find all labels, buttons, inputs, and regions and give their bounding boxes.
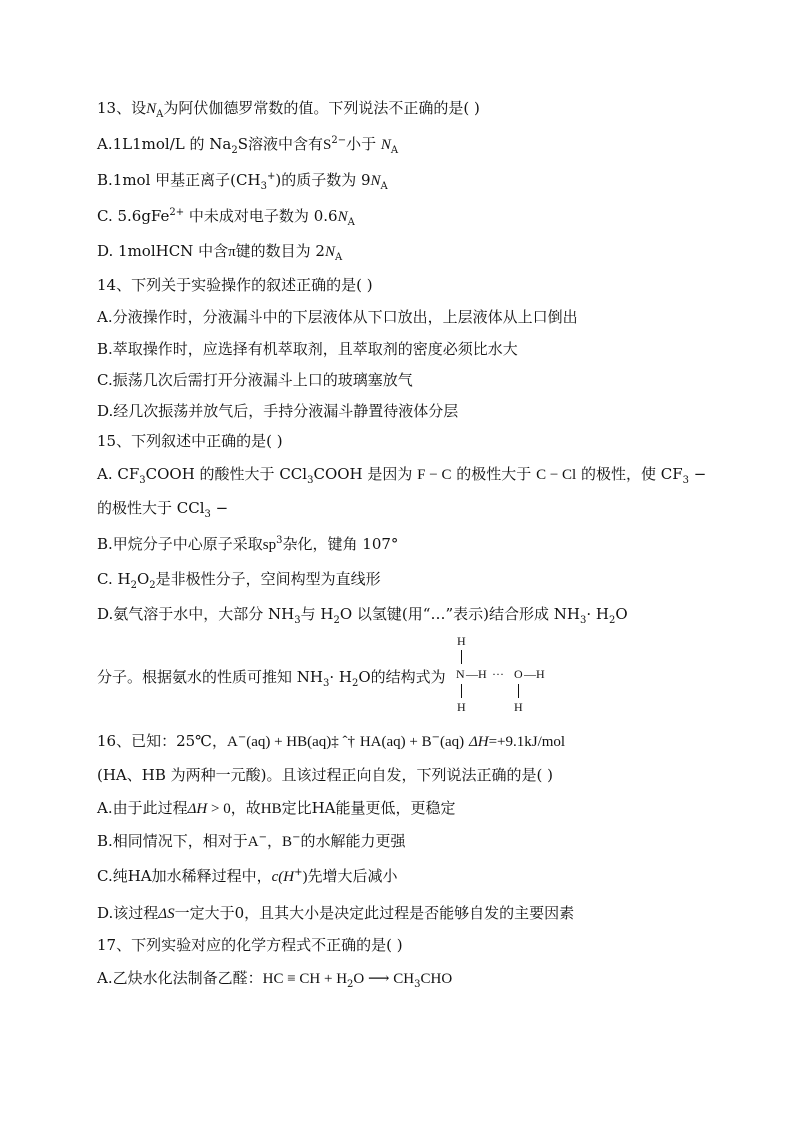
q14-option-c: C.振荡几次后需打开分液漏斗上口的玻璃塞放气 <box>97 371 413 389</box>
equilibrium-arrow: ‡ ˆ† <box>331 734 356 750</box>
nh3-h2o-structural-formula <box>452 634 562 714</box>
q14-option-d: D.经几次振荡并放气后，手持分液漏斗静置待液体分层 <box>97 402 459 420</box>
q14-option-b: B.萃取操作时，应选择有机萃取剂，且萃取剂的密度必须比水大 <box>97 340 518 358</box>
struct-h-top: H <box>457 634 466 648</box>
q16-option-d: D.该过程ΔS一定大于0，且其大小是决定此过程是否能够自发的主要因素 <box>97 904 575 922</box>
q13-option-c: C. 5.6gFe$^{2+}$ 中未成对电子数为 $0.6N_A$ <box>97 207 355 228</box>
q15-option-d: D.氨气溶于水中，大部分 $NH_3$与 $H_2O$ 以氢键(用“…”表示)结合形成 $NH_3\cdot H_2O$ <box>97 605 628 626</box>
q15-stem: 15、下列叙述中正确的是( ) <box>97 432 283 450</box>
struct-o-h-bond: —H <box>524 667 545 681</box>
q15-option-d-cont: 分子。根据氨水的性质可推知 $NH_3\cdot H_2O$的结构式为 <box>97 668 446 689</box>
q17-stem: 17、下列实验对应的化学方程式不正确的是( ) <box>97 936 403 954</box>
q16-stem: 16、已知：25℃，A−(aq) + HB(aq)‡ ˆ† HA(aq) + B−(aq) ΔH=+9.1kJ/mol <box>97 732 566 750</box>
q16-stem-cont: (HA、HB 为两种一元酸)。且该过程正向自发，下列说法正确的是( ) <box>97 766 553 784</box>
struct-n: N <box>456 667 465 681</box>
struct-h-bottom-o: H <box>514 700 523 714</box>
struct-n-h-bond: —H <box>466 667 487 681</box>
q15-option-c: C. $H_2O_2$是非极性分子，空间构型为直线形 <box>97 570 381 591</box>
q15-option-a-cont: 的极性大于 CCl$_3$ − <box>97 499 229 520</box>
struct-bond-top <box>461 650 462 664</box>
q13-stem: 13、设$N_A$为阿伏伽德罗常数的值。下列说法不正确的是( ) <box>97 99 480 120</box>
q14-option-a: A.分液操作时，分液漏斗中的下层液体从下口放出，上层液体从上口倒出 <box>97 308 578 326</box>
struct-h-bottom-n: H <box>457 700 466 714</box>
q15-option-b: B.甲烷分子中心原子采取$sp^3$杂化，键角 107° <box>97 535 399 553</box>
q16-option-b: B.相同情况下，相对于A−，B−的水解能力更强 <box>97 832 406 850</box>
q17-option-a: A.乙炔水化法制备乙醛：HC ≡ CH + $H_2O$ ⟶ $CH_3CHO$ <box>97 969 453 990</box>
struct-o: O <box>514 667 523 681</box>
struct-bond-bottom-o <box>518 684 519 698</box>
q13-option-b: B.1mol 甲基正离子$(CH_3^+)$的质子数为 $9N_A$ <box>97 171 388 192</box>
q13-option-d: D. 1molHCN 中含π键的数目为 $2N_A$ <box>97 242 343 263</box>
q13-option-a: A.1L1mol/L 的 $Na_2S$溶液中含有$S^{2-}$小于 $N_A$ <box>97 135 399 156</box>
q16-option-a: A.由于此过程ΔH > 0，故HB定比HA能量更低，更稳定 <box>97 799 456 817</box>
q14-stem: 14、下列关于实验操作的叙述正确的是( ) <box>97 276 373 294</box>
q15-option-a: A. $CF_3COOH$ 的酸性大于 CCl$_3$COOH 是因为 F − C 的极性大于 C − Cl 的极性，使 $CF_3$ − <box>97 465 707 486</box>
struct-bond-bottom-n <box>461 684 462 698</box>
q16-option-c: C.纯HA加水稀释过程中，c(H+)先增大后减小 <box>97 867 398 885</box>
struct-hydrogen-bond: ··· <box>492 667 504 681</box>
